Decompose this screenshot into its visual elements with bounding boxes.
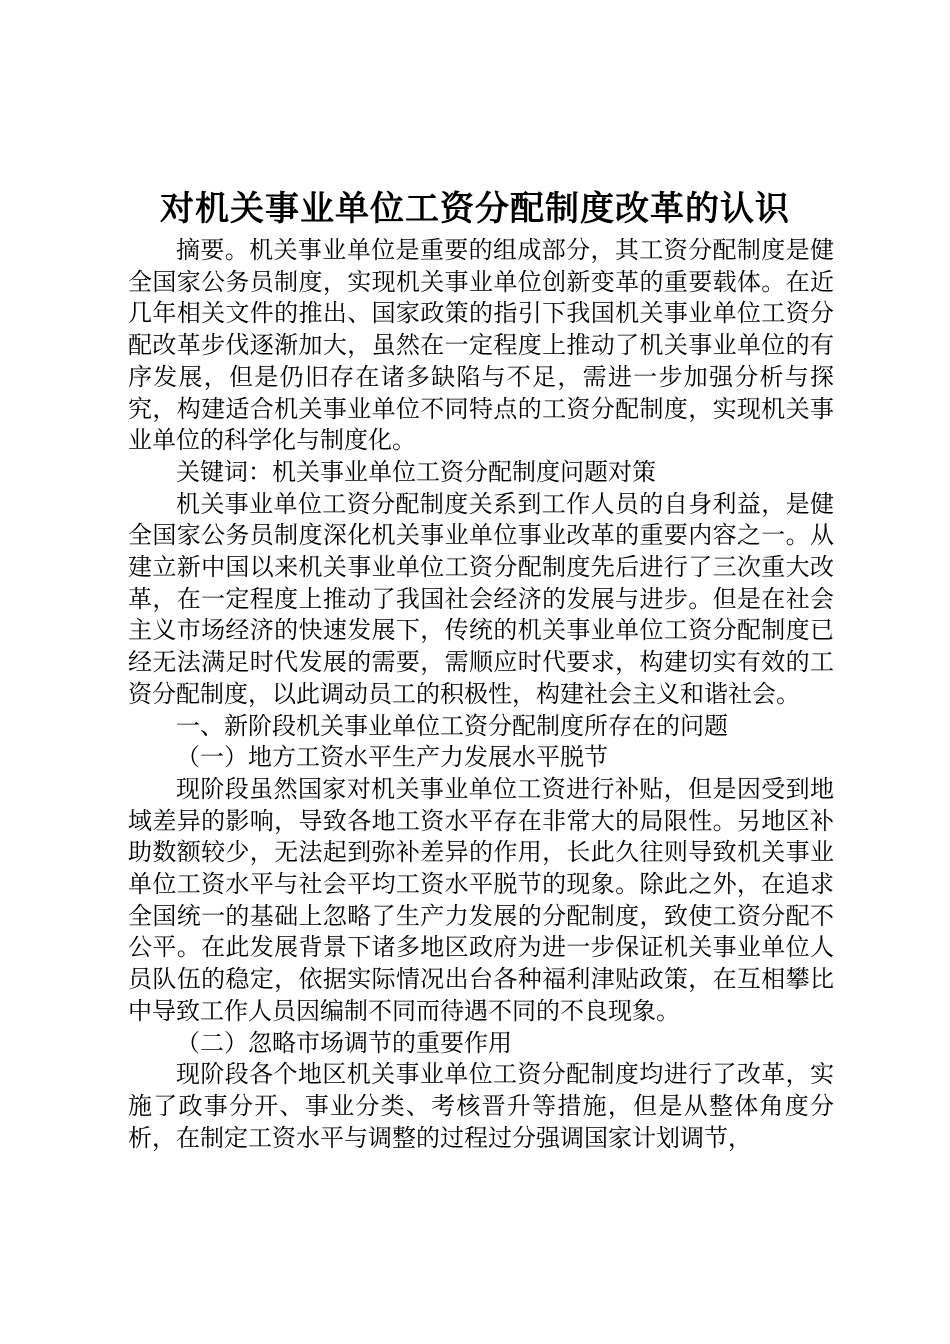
subsection-paragraph-1: 现阶段虽然国家对机关事业单位工资进行补贴，但是因受到地域差异的影响，导致各地工资水平存在非常大的局限性。另地区补助数额较少，无法起到弥补差异的作用，长此久往则导致机关事业单位工资水平与社会平均工资水平脱节的现象。除此之外，在追求全国统一的基础上忽略了生产力发展的分配制度，致使工资分配不公平。在此发展背景下诸多地区政府为进一步保证机关事业单位人员队伍的稳定，依据实际情况出台各种福利津贴政策，在互相攀比中导致工作人员因编制不同而待遇不同的不良现象。: [128, 774, 834, 1025]
subsection-heading-2: （二）忽略市场调节的重要作用: [176, 1028, 512, 1057]
section-heading: 一、新阶段机关事业单位工资分配制度所存在的问题: [176, 711, 728, 740]
intro-paragraph: 机关事业单位工资分配制度关系到工作人员的自身利益，是健全国家公务员制度深化机关事业单位事业改革的重要内容之一。从建立新中国以来机关事业单位工资分配制度先后进行了三次重大改革，在一定程度上推动了我国社会经济的发展与进步。但是在社会主义市场经济的快速发展下，传统的机关事业单位工资分配制度已经无法满足时代发展的需要，需顺应时代要求，构建切实有效的工资分配制度，以此调动员工的积极性，构建社会主义和谐社会。: [128, 489, 834, 708]
subsection-heading-1: （一）地方工资水平生产力发展水平脱节: [176, 743, 608, 772]
keywords-line: 关键词：机关事业单位工资分配制度问题对策: [176, 457, 656, 486]
document-title: 对机关事业单位工资分配制度改革的认识: [160, 189, 790, 229]
document-body: [128, 235, 834, 1154]
subsection-paragraph-2: 现阶段各个地区机关事业单位工资分配制度均进行了改革，实施了政事分开、事业分类、考核晋升等措施，但是从整体角度分析，在制定工资水平与调整的过程过分强调国家计划调节，: [128, 1060, 834, 1152]
abstract-paragraph: 摘要。机关事业单位是重要的组成部分，其工资分配制度是健全国家公务员制度，实现机关事业单位创新变革的重要载体。在近几年相关文件的推出、国家政策的指引下我国机关事业单位工资分配改革步伐逐渐加大，虽然在一定程度上推动了机关事业单位的有序发展，但是仍旧存在诸多缺陷与不足，需进一步加强分析与探究，构建适合机关事业单位不同特点的工资分配制度，实现机关事业单位的科学化与制度化。: [128, 236, 834, 455]
